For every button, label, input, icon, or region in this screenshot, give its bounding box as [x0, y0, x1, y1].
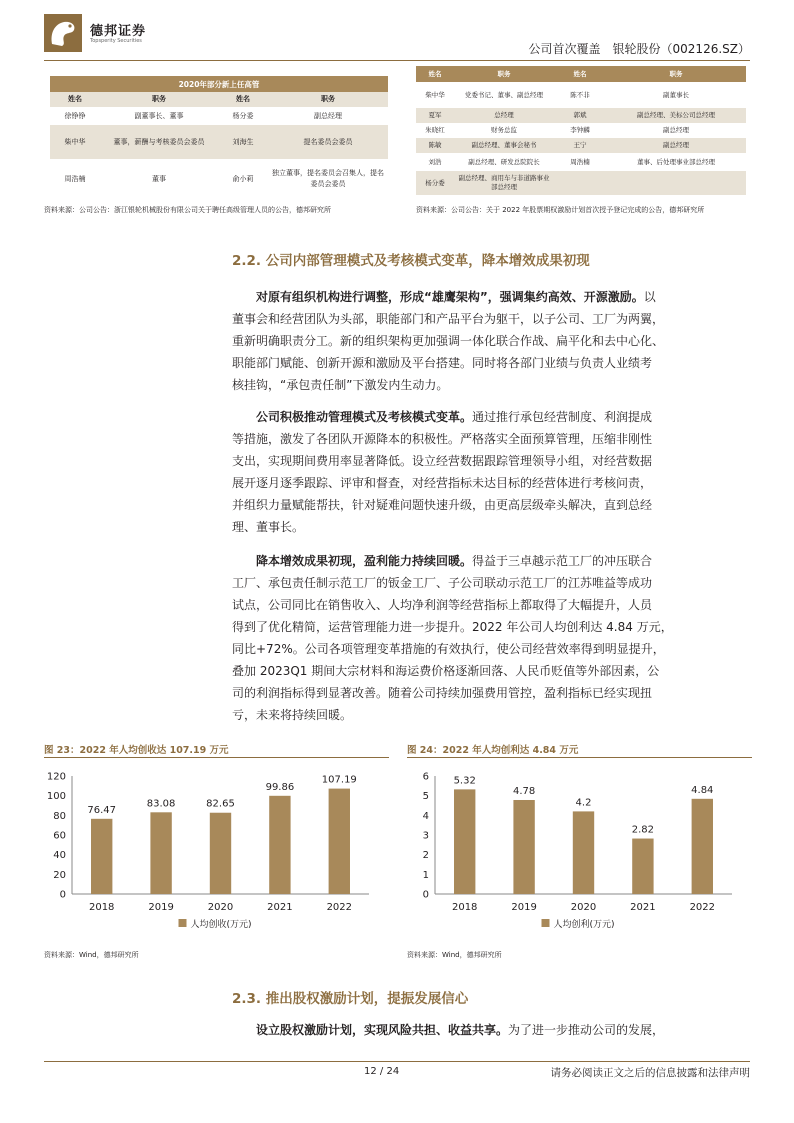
x-tick-label: 2019	[148, 902, 174, 913]
table-cell: 董事、后处理事业部总经理	[606, 153, 746, 171]
paragraph-equity-incentive	[232, 1019, 752, 1041]
table-header-cell: 姓名	[50, 92, 100, 107]
table-cell: 党委书记、董事、副总经理	[454, 82, 554, 108]
table-cell: 副总经理	[606, 138, 746, 153]
data-label: 99.86	[265, 781, 295, 793]
paragraph-line: 重新明确职责分工。新的组织架构更加强调一体化联合作战、扁平化和去中心化、	[232, 334, 665, 348]
footer-divider	[44, 1061, 750, 1062]
data-label: 4.84	[691, 784, 714, 796]
paragraph-line: 理、董事长。	[232, 520, 305, 534]
paragraph-line: 工厂、承包责任制示范工厂的钣金工厂、子公司联动示范工厂的江苏唯益等成功	[232, 576, 653, 590]
paragraph-line: 得到了优化精简，运营管理能力进一步提升。2022 年公司人均创利达 4.84 万元，	[232, 620, 673, 634]
bar-2022	[692, 799, 713, 894]
y-tick-label: 0	[59, 889, 66, 901]
table-cell: 财务总监	[454, 123, 554, 138]
x-tick-label: 2018	[88, 902, 115, 913]
table-row	[416, 123, 746, 138]
bar-2020	[573, 811, 594, 894]
table-row	[416, 138, 746, 153]
bar-2018	[91, 819, 112, 894]
data-label: 5.32	[453, 775, 476, 787]
data-label: 2.82	[631, 824, 655, 836]
table-cell: 副总经理、商用车与非道路事业部总经理	[454, 171, 554, 195]
table-cell: 夏军	[416, 108, 454, 123]
y-tick-label: 80	[53, 810, 66, 822]
table-header-cell: 职务	[100, 92, 218, 107]
y-tick-label: 60	[53, 830, 66, 842]
bar-2021	[269, 796, 290, 894]
table-row	[416, 171, 746, 195]
new-executives-table	[50, 76, 388, 199]
paragraph-management-reform	[232, 406, 752, 538]
table-row	[416, 82, 746, 108]
figure-24-chart	[407, 762, 752, 942]
legend-label: 人均创收(万元)	[190, 920, 252, 930]
paragraph-line: 职能部门赋能、创新开源和激励及平台搭建。同时将各部门业绩与负责人业绩考	[232, 356, 653, 370]
figure-24-title: 图 24：2022 年人均创利达 4.84 万元	[407, 745, 579, 756]
x-tick-label: 2018	[451, 902, 478, 913]
bar-2019	[150, 812, 171, 894]
paragraph-line: 展开逐月逐季跟踪、评审和督查，对经营指标未达目标的经营体进行考核问责，	[232, 476, 653, 490]
table-row	[416, 108, 746, 123]
table-cell: 刘海生	[218, 125, 268, 159]
paragraph-line: 亏，未来将持续回暖。	[232, 708, 353, 722]
table-cell: 杨分委	[218, 107, 268, 125]
y-tick-label: 3	[422, 830, 429, 842]
table-cell: 独立董事，提名委员会召集人，提名委员会委员	[268, 159, 388, 199]
paragraph-lead: 设立股权激励计划，实现风险共担、收益共享。	[256, 1023, 509, 1037]
table-cell: 副总经理、董事会秘书	[454, 138, 554, 153]
paragraph-line: 叠加 2023Q1 期间大宗材料和海运费价格逐渐回落、人民币贬值等外部因素，公	[232, 664, 660, 678]
table-cell: 副总经理	[268, 107, 388, 125]
brand-logo-icon	[44, 14, 82, 52]
paragraph-text: 为了进一步推动公司的发展，	[508, 1023, 665, 1037]
table-cell: 副总经理、美标公司总经理	[606, 108, 746, 123]
table-cell: 副董事长、董事	[100, 107, 218, 125]
table-cell: 副总经理	[606, 123, 746, 138]
table-header-cell: 姓名	[218, 92, 268, 107]
section-title-2-3: 2.3. 推出股权激励计划，提振发展信心	[232, 991, 469, 1007]
table-header-cell: 职务	[606, 66, 746, 82]
legend-swatch	[542, 919, 550, 927]
data-label: 82.65	[206, 798, 235, 810]
table-header-cell: 职务	[454, 66, 554, 82]
y-tick-label: 6	[422, 771, 429, 783]
table-cell: 副董事长	[606, 82, 746, 108]
figure-23-divider	[44, 757, 389, 758]
x-tick-label: 2022	[689, 902, 716, 913]
table-cell: 陈敏	[416, 138, 454, 153]
table-cell: 俞小莉	[218, 159, 268, 199]
table-header-cell: 姓名	[416, 66, 454, 82]
paragraph-lead: 对原有组织机构进行调整，形成“雄鹰架构”，强调集约高效、开源激励。	[256, 290, 644, 304]
table-cell: 柴中华	[416, 82, 454, 108]
header-divider	[44, 60, 750, 61]
paragraph-lead: 降本增效成果初现，盈利能力持续回暖。	[256, 554, 473, 568]
table-row	[416, 153, 746, 171]
x-tick-label: 2021	[630, 902, 656, 913]
table-cell: 李钟麟	[554, 123, 606, 138]
table-cell: 王宁	[554, 138, 606, 153]
x-tick-label: 2020	[207, 902, 234, 913]
figure-23-title: 图 23：2022 年人均创收达 107.19 万元	[44, 745, 229, 756]
bar-2018	[454, 789, 475, 894]
table-cell	[554, 171, 606, 195]
paragraph-line: 核挂钩，“承包责任制”下激发内生动力。	[232, 378, 449, 392]
brand-name-en: Topsperity Securities	[90, 38, 142, 44]
y-tick-label: 1	[422, 869, 429, 881]
bar-2019	[513, 800, 534, 894]
data-label: 83.08	[146, 798, 176, 810]
table-cell: 副总经理、研发总院院长	[454, 153, 554, 171]
table-cell: 刘浩	[416, 153, 454, 171]
table-cell: 周浩楠	[50, 159, 100, 199]
table-header-cell: 职务	[268, 92, 388, 107]
section-title-2-2: 2.2. 公司内部管理模式及考核模式变革，降本增效成果初现	[232, 253, 590, 269]
data-label: 4.78	[512, 785, 536, 797]
paragraph-line: 试点，公司同比在销售收入、人均净利润等经营指标上都取得了大幅提升，人员	[232, 598, 653, 612]
y-tick-label: 0	[422, 889, 429, 901]
table-cell	[606, 171, 746, 195]
y-tick-label: 4	[422, 810, 429, 822]
table-cell: 朱晓红	[416, 123, 454, 138]
bar-2020	[210, 813, 231, 894]
option-grant-executives-table	[416, 66, 746, 195]
y-tick-label: 120	[46, 771, 66, 783]
figure-24-source: 资料来源：Wind，德邦研究所	[407, 951, 502, 959]
y-tick-label: 2	[422, 850, 429, 862]
table-cell: 提名委员会委员	[268, 125, 388, 159]
y-tick-label: 100	[46, 791, 66, 803]
bar-2021	[632, 839, 653, 894]
table-row	[50, 107, 388, 125]
table-cell: 陈不非	[554, 82, 606, 108]
data-label: 4.2	[575, 797, 592, 809]
figure-23-source: 资料来源：Wind，德邦研究所	[44, 951, 139, 959]
x-tick-label: 2019	[511, 902, 537, 913]
table-cell: 周浩楠	[554, 153, 606, 171]
data-label: 107.19	[321, 774, 357, 786]
paragraph-cost-reduction	[232, 550, 752, 726]
x-tick-label: 2021	[267, 902, 293, 913]
paragraph-lead: 公司积极推动管理模式及考核模式变革。	[256, 410, 473, 424]
paragraph-line: 同比+72%。公司各项管理变革措施的有效执行，使公司经营效率得到明显提升，	[232, 642, 665, 656]
x-tick-label: 2020	[570, 902, 597, 913]
table-title: 2020年部分新上任高管	[50, 76, 388, 92]
legend-swatch	[179, 919, 187, 927]
y-tick-label: 5	[422, 791, 429, 803]
table-left-source: 资料来源：公司公告：浙江银轮机械股份有限公司关于聘任高级管理人员的公告，德邦研究所	[44, 206, 331, 214]
page-number: 12 / 24	[364, 1066, 400, 1077]
page-header	[0, 0, 794, 64]
footer-disclaimer: 请务必阅读正文之后的信息披露和法律声明	[550, 1067, 750, 1079]
table-row	[50, 159, 388, 199]
table-cell: 总经理	[454, 108, 554, 123]
table-header-cell: 姓名	[554, 66, 606, 82]
y-tick-label: 40	[53, 850, 66, 862]
legend-label: 人均创利(万元)	[553, 920, 615, 930]
paragraph-line: 支出，实现期间费用率显著降低。设立经营数据跟踪管理领导小组，对经营数据	[232, 454, 653, 468]
bar-2022	[329, 789, 350, 894]
figure-23-chart	[44, 762, 389, 942]
paragraph-line: 董事会和经营团队为头部，职能部门和产品平台为躯干，以子公司、工厂为两翼，	[232, 312, 665, 326]
y-tick-label: 20	[53, 869, 66, 881]
report-title: 公司首次覆盖 银轮股份（002126.SZ）	[528, 42, 750, 56]
table-cell: 董事，薪酬与考核委员会委员	[100, 125, 218, 159]
paragraph-line: 并组织力量赋能帮扶，针对疑难问题快速升级，由更高层级牵头解决，直到总经	[232, 498, 653, 512]
paragraph-line: 等措施，激发了各团队开源降本的积极性。严格落实全面预算管理，压缩非刚性	[232, 432, 653, 446]
table-cell: 徐铮铮	[50, 107, 100, 125]
paragraph-line: 司的利润指标得到显著改善。随着公司持续加强费用管控，盈利指标已经实现扭	[232, 686, 653, 700]
table-cell: 董事	[100, 159, 218, 199]
figure-24-divider	[407, 757, 752, 758]
x-tick-label: 2022	[326, 902, 353, 913]
data-label: 76.47	[87, 804, 117, 816]
table-cell: 柴中华	[50, 125, 100, 159]
paragraph-org-structure	[232, 286, 752, 396]
paragraph-text: 得益于三卓越示范工厂的冲压联合	[472, 554, 653, 568]
paragraph-text: 通过推行承包经营制度、利润提成	[472, 410, 653, 424]
table-row	[50, 125, 388, 159]
brand-name-cn: 德邦证券	[90, 24, 147, 39]
table-cell: 杨分委	[416, 171, 454, 195]
table-cell: 郭斌	[554, 108, 606, 123]
table-right-source: 资料来源：公司公告：关于 2022 年股票期权激励计划首次授予登记完成的公告，德邦研究所	[416, 206, 705, 214]
paragraph-text: 以	[643, 290, 656, 304]
